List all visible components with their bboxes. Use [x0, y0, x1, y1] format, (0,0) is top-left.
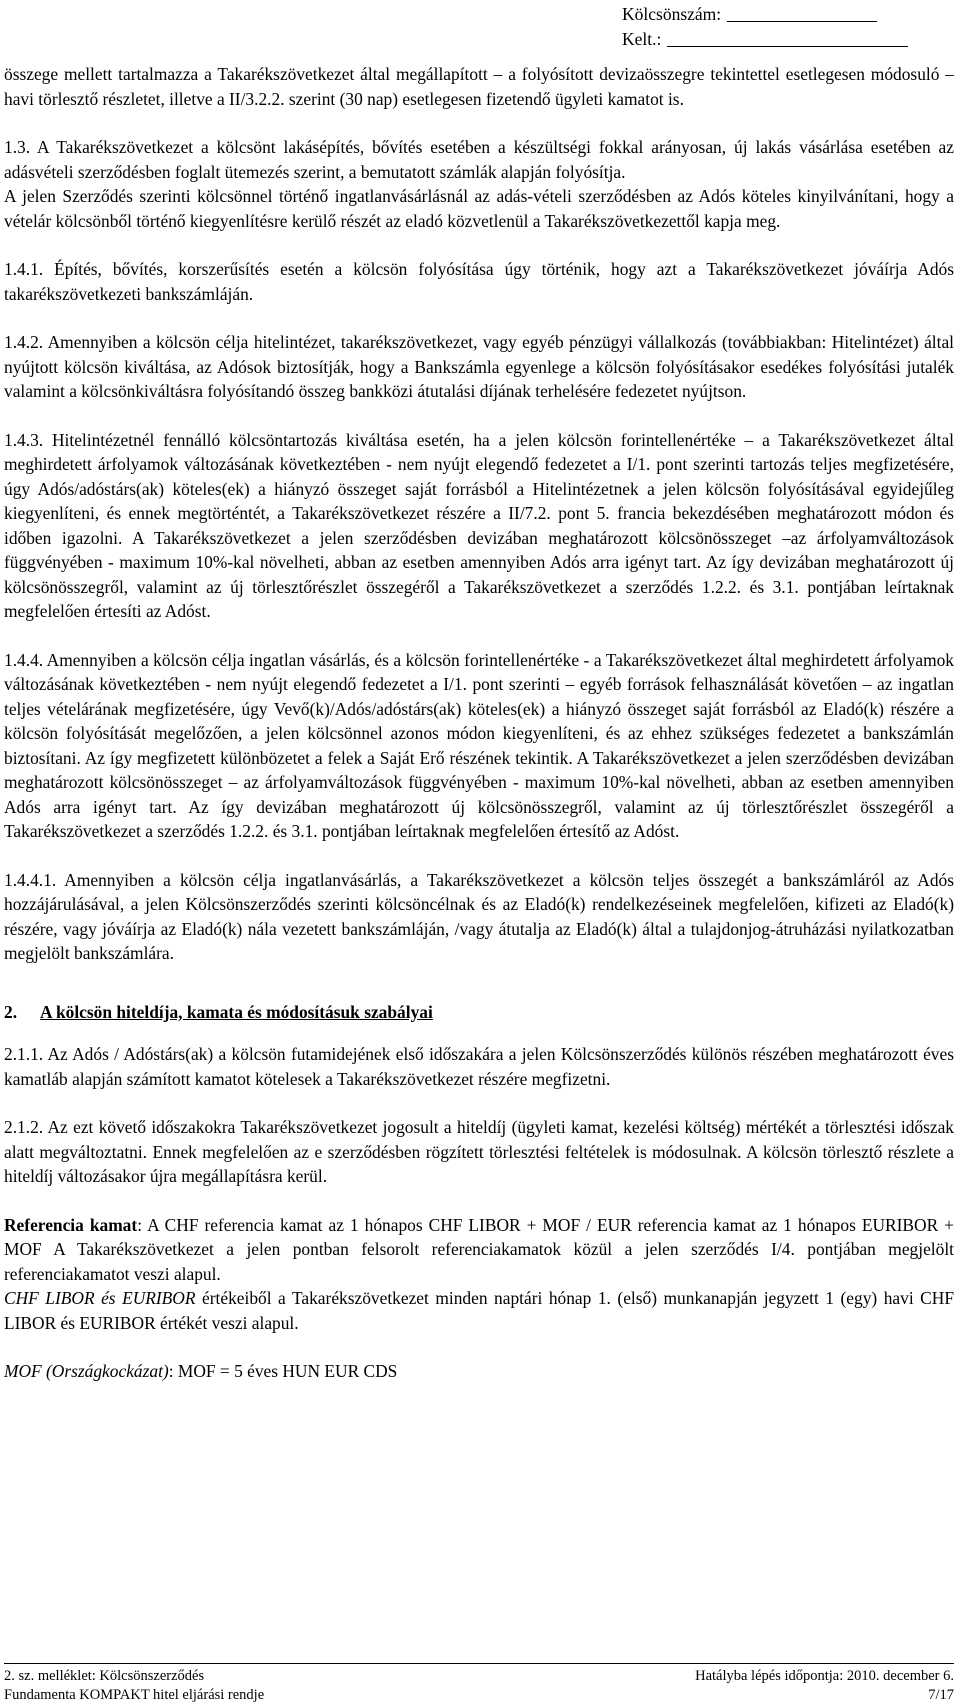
- footer-effective-date: Hatályba lépés időpontja: 2010. december 6.: [695, 1668, 954, 1684]
- mof-term: MOF (Országkockázat): [4, 1361, 169, 1381]
- paragraph-1-3: 1.3. A Takarékszövetkezet a kölcsönt lakásépítés, bővítés esetében a készültségi fokkal arányosan, új lakás vásárlása esetében az adásvételi szerződésben foglalt ütemezés szerint, a bemutatott számlák alapján folyósítja.: [4, 137, 954, 182]
- mof-text: : MOF = 5 éves HUN EUR CDS: [168, 1361, 398, 1381]
- paragraph-libor-euribor: [4, 1286, 954, 1335]
- paragraph-1-4-2: 1.4.2. Amennyiben a kölcsön célja hitelintézet, takarékszövetkezet, vagy egyéb pénzügyi vállalkozás (továbbiakban: Hitelintézet) által nyújtott kölcsön kiváltása, az Adósok biztosítják, hogy a Bankszámla egyenlege a kölcsön folyósításakor esedékes folyósítási jutalék valamint a kölcsönkiváltásra folyósítandó összeg bankközi átutalási díjának terhelésére fedezetet nyújtson.: [4, 332, 954, 401]
- document-body: [4, 62, 954, 1408]
- libor-euribor-term: CHF LIBOR és EURIBOR: [4, 1288, 196, 1308]
- paragraph-1-4-3: 1.4.3. Hitelintézetnél fennálló kölcsöntartozás kiváltása esetén, ha a jelen kölcsön forintellenértéke – a Takarékszövetkezet által meghirdetett árfolyamok változásának következtében - nem nyújt elegendő fedezetet a I/1. pont szerinti tartozás teljes megfizetésére, úgy Adós/adóstárs(ak) köteles(ek) a hiányzó összeget saját forrásból a Hitelintézetnek a jelen kölcsön folyósításával egyidejűleg kiegyenlíteni, és ennek megtörténtét, a Takarékszövetkezet részére a II/7.2. pont 5. francia bekezdésében meghatározott módon és időben igazolni. A Takarékszövetkezet a jelen szerződésben devizában meghatározott kölcsönösszeget –az árfolyamváltozások függvényében - maximum 10%-kal növelheti, abban az esetben amennyiben Adós arra igényt tart. Az így devizában meghatározott új kölcsönösszegről, valamint az új törlesztőrészlet összegéről a Takarékszövetkezet a szerződés 1.2.2. és 3.1. pontjában leírtaknak megfelelően értesíti az Adóst.: [4, 429, 954, 621]
- footer-row-top: [4, 1667, 954, 1686]
- loan-number-row: [588, 2, 908, 27]
- loan-number-label: Kölcsönszám:: [622, 4, 722, 24]
- paragraph-2-1-1: 2.1.1. Az Adós / Adóstárs(ak) a kölcsön futamidejének első időszakára a jelen Kölcsönszerződés különös részében meghatározott éves kamatláb alapján számított kamatot kötelesek a Takarékszövetkezet részére megfizetni.: [4, 1044, 954, 1089]
- footer-page-number: 7/17: [928, 1687, 954, 1703]
- loan-number-blank-line: [727, 2, 877, 22]
- section-heading: [4, 1000, 954, 1025]
- paragraph-continuation: összege mellett tartalmazza a Takarékszövetkezet által megállapított – a folyósított devizaösszegre tekintettel esetlegesen módosuló – havi törlesztő részletet, illetve a II/3.2.2. szerint (30 nap) esetlegesen fizetendő ügyleti kamatot is.: [4, 64, 954, 109]
- section-title: A kölcsön hiteldíja, kamata és módosításuk szabályai: [40, 1001, 433, 1022]
- page-header: [588, 2, 908, 52]
- paragraph-2-1-2: 2.1.2. Az ezt követő időszakokra Takarékszövetkezet jogosult a hiteldíj (ügyleti kamat, kezelési költség) mértékét a törlesztési időszak alatt megváltoztatni. Ennek megfelelően az e szerződésben rögzített törlesztési feltételek is módosulnak. A kölcsön törlesztő részlete a hiteldíj változásakor újra megállapításra kerül.: [4, 1117, 954, 1186]
- libor-euribor-text: értékeiből a Takarékszövetkezet minden naptári hónap 1. (első) munkanapján jegyzett 1 (egy) havi CHF LIBOR és EURIBOR értékét veszi alapul.: [4, 1288, 954, 1333]
- footer-document-title: Fundamenta KOMPAKT hitel eljárási rendje: [4, 1687, 265, 1703]
- paragraph-1-4-1: 1.4.1. Építés, bővítés, korszerűsítés esetén a kölcsön folyósítása úgy történik, hogy azt a Takarékszövetkezet jóváírja Adós takarékszövetkezeti bankszámláján.: [4, 259, 954, 304]
- footer-row-bottom: [4, 1686, 954, 1705]
- paragraph-1-4-4-1: 1.4.4.1. Amennyiben a kölcsön célja ingatlanvásárlás, a Takarékszövetkezet a kölcsön teljes összegét a bankszámláról az Adós hozzájárulásával, a jelen Kölcsönszerződés szerinti kölcsöncélnak és az Eladó(k) rendelkezéseinek megfelelően, kifizeti az Eladó(k) részére, vagy jóváírja az Eladó(k) nála vezetett bankszámláján, /vagy átutalja az Eladó(k) által a tulajdonjog-átruházási nyilatkozatban megjelölt bankszámlára.: [4, 869, 954, 963]
- date-label: Kelt.:: [622, 29, 662, 49]
- paragraph-1-4-4: 1.4.4. Amennyiben a kölcsön célja ingatlan vásárlás, és a kölcsön forintellenértéke - a Takarékszövetkezet által meghirdetett árfolyamok változásának következtében - nem nyújt elegendő fedezetet a I/1. pont szerinti – egyéb források felhasználását követően – az ingatlan teljes vételárának megfizetésére, úgy Vevő(k)/Adós/adóstárs(ak) köteles(ek) a hiányzó összeget saját forrásból az Eladó(k) részére a kölcsön folyósítását megelőzően, a jelen kölcsönnel azonos módon kiegyenlíteni, és az ehhez szükséges fedezetet a bankszámlán biztosítani. Az így megfizetett különbözetet a felek a Saját Erő részének tekintik. A Takarékszövetkezet a jelen szerződésben devizában meghatározott kölcsönösszeget – az árfolyamváltozások függvényében - maximum 10%-kal növelheti, abban az esetben amennyiben Adós arra igényt tart. Az így devizában meghatározott új kölcsönösszegről, valamint az új törlesztőrészlet összegéről a Takarékszövetkezet a szerződés 1.2.2. és 3.1. pontjában leírtaknak megfelelően értesítő az Adóst.: [4, 649, 954, 841]
- paragraph-reference-rate: [4, 1213, 954, 1287]
- reference-rate-text: : A CHF referencia kamat az 1 hónapos CHF LIBOR + MOF / EUR referencia kamat az 1 hónapos EURIBOR + MOF A Takarékszövetkezet a jelen pontban felsorolt referenciakamatok közül a jelen szerződés I/4. pontjában megjelölt referenciakamatot veszi alapul.: [4, 1214, 954, 1284]
- date-blank-line: [667, 27, 908, 47]
- date-row: [588, 27, 908, 52]
- footer-rule: [4, 1663, 954, 1664]
- section-number: 2.: [4, 1001, 18, 1022]
- footer-appendix-label: 2. sz. melléklet: Kölcsönszerződés: [4, 1668, 205, 1684]
- paragraph-1-3-purchase: A jelen Szerződés szerinti kölcsönnel történő ingatlanvásárlásnál az adás-vételi szerződésben az Adós köteles kinyilvánítani, hogy a vételár kölcsönből történő kiegyenlítésre kerülő részét az eladó közvetlenül a Takarékszövetkezettől kapja meg.: [4, 186, 954, 231]
- reference-rate-term: Referencia kamat: [4, 1214, 138, 1235]
- page-footer: [4, 1663, 954, 1705]
- paragraph-mof: [4, 1359, 954, 1384]
